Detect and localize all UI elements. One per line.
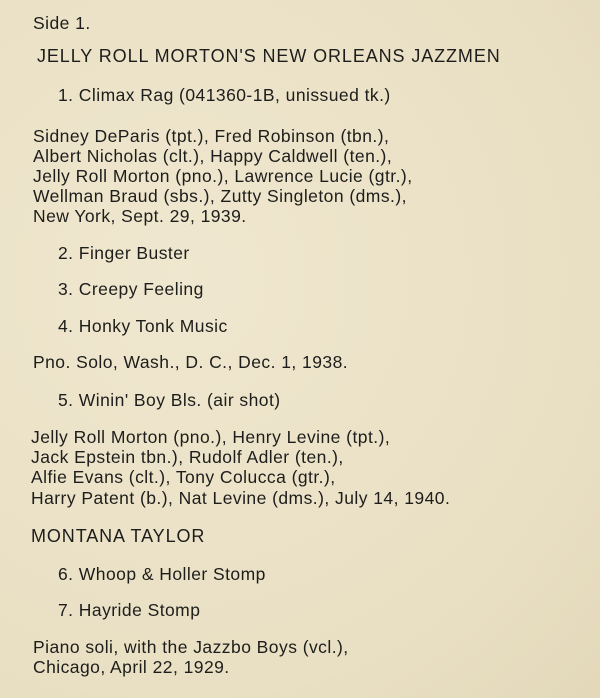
group-heading: MONTANA TAYLOR (31, 526, 206, 546)
side-label: Side 1. (33, 13, 91, 33)
group-heading: JELLY ROLL MORTON'S NEW ORLEANS JAZZMEN (37, 46, 501, 66)
track-6: 6. Whoop & Holler Stomp (58, 564, 266, 584)
personnel-line: New York, Sept. 29, 1939. (33, 206, 247, 226)
track-5: 5. Winin' Boy Bls. (air shot) (58, 390, 281, 410)
personnel-line: Jelly Roll Morton (pno.), Lawrence Lucie (gtr.), (33, 166, 413, 186)
personnel-line: Jack Epstein tbn.), Rudolf Adler (ten.), (31, 447, 344, 467)
personnel-line: Jelly Roll Morton (pno.), Henry Levine (tpt.), (31, 427, 391, 447)
personnel-line: Wellman Braud (sbs.), Zutty Singleton (dms.), (33, 186, 407, 206)
personnel-line: Albert Nicholas (clt.), Happy Caldwell (ten.), (33, 146, 393, 166)
notes-line: Chicago, April 22, 1929. (33, 657, 230, 677)
personnel-line: Harry Patent (b.), Nat Levine (dms.), July 14, 1940. (31, 488, 451, 508)
personnel-line: Sidney DeParis (tpt.), Fred Robinson (tbn.), (33, 126, 390, 146)
track-7: 7. Hayride Stomp (58, 600, 201, 620)
track-3: 3. Creepy Feeling (58, 279, 204, 299)
track-2: 2. Finger Buster (58, 243, 190, 263)
track-1: 1. Climax Rag (041360-1B, unissued tk.) (58, 85, 391, 105)
solo-note: Pno. Solo, Wash., D. C., Dec. 1, 1938. (33, 352, 349, 372)
notes-line: Piano soli, with the Jazzbo Boys (vcl.), (33, 637, 349, 657)
personnel-line: Alfie Evans (clt.), Tony Colucca (gtr.), (31, 467, 336, 487)
track-4: 4. Honky Tonk Music (58, 316, 228, 336)
